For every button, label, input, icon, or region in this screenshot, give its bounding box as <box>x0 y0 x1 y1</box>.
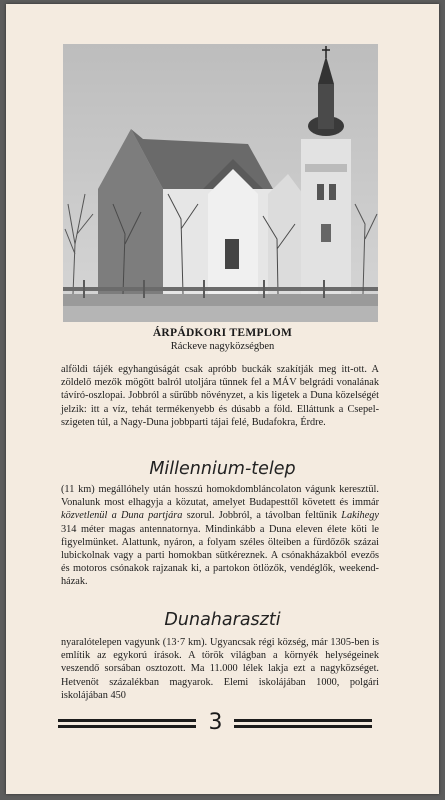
italic-run: Lakihegy <box>341 510 379 522</box>
footer-rule-right <box>234 719 372 728</box>
italic-run: közvetlenül a Duna partjára <box>61 510 183 522</box>
photo-caption-subtitle: Ráckeve nagyközségben <box>170 341 275 352</box>
section-heading-millennium-telep: Millennium-telep <box>149 459 296 479</box>
page-number: 3 <box>208 710 223 735</box>
text-run: (11 km) megállóhely után hosszú homokdombláncolaton vágunk keresztül. Vonalunk most elhagyja a közutat, amelyet Budapesttől követett és immár <box>61 484 379 509</box>
section-heading-dunaharaszti: Dunaharaszti <box>164 610 281 630</box>
brochure-page <box>6 4 439 794</box>
paragraph-intro: alföldi tájék egyhangúságát csak apróbb buckák szakítják meg itt-ott. A zöldelő mezők mögött balról utoljára tűnnek fel a MÁV belgrádi vonalának távíró-oszlopai. Jobbról a sűrűbb növényzet, a kis ligetek a Duna közelségét jelzik: itt a víz, tehát termékenyebb és dúsabb a föld. Elláttunk a Csepel-szigeten túl, a Nagy-Duna jobbparti tájai felé, Budafokra, Érdre. <box>61 364 379 428</box>
photo-caption-title: ÁRPÁDKORI TEMPLOM <box>152 327 293 339</box>
paragraph-dunaharaszti: nyaralótelepen vagyunk (13·7 km). Ugyancsak régi község, már 1305-ben is említik az egykorú írások. A török világban a környék helységeinek veszendő sorsában osztozott. Ma 11.000 lélek lakja ezt a nagyközséget. Hetvenöt százalékban magyarok. Elemi iskolájában 1000, polgári iskolájában 450 <box>61 637 379 701</box>
text-run: szorul. Jobbról, a távolban feltűnik <box>182 510 342 522</box>
text-run: 314 méter magas antennatornya. Mindinkább a Duna eleven élete köti le figyelmünket. Alattunk, nyáron, a folyam széles ölteiben a fürdőzők százai lubickolnak vagy a parti homokban sütkéreznek. A csónakházakból evezős és motoros csónakok rajzanak ki, a partokon ötlözők, vendéglők, weekend-házak. <box>61 523 379 588</box>
church-photo <box>63 44 378 322</box>
paragraph-millennium-telep <box>61 483 379 589</box>
footer-rule-left <box>58 719 196 728</box>
church-illustration <box>63 44 378 322</box>
